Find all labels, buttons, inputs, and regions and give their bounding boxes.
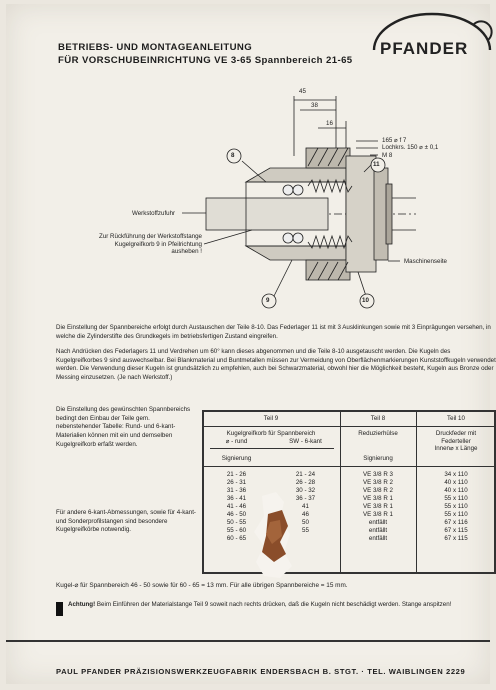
dimension-m8: M 8 bbox=[382, 152, 393, 159]
dimension-lochkreis: Lochkrs. 150 ⌀ ± 0,1 bbox=[382, 144, 439, 151]
title-line-1: BETRIEBS- UND MONTAGEANLEITUNG bbox=[58, 42, 253, 53]
dimension-45: 45 bbox=[299, 88, 306, 95]
label-werkstoffzufuhr: Werkstoffzufuhr bbox=[132, 210, 176, 217]
header-teil-10: Teil 10 bbox=[447, 415, 465, 422]
title-line-2: FÜR VORSCHUBEINRICHTUNG VE 3-65 Spannbereich 21-65 bbox=[58, 55, 353, 66]
warning-note: Achtung! Beim Einführen der Materialstange Teil 9 soweit nach rechts drücken, daß die Kugeln nicht beschädigt werden. Stange anspitzen! bbox=[68, 601, 452, 608]
sub-header-kugelgreifkorb: Kugelgreifkorb für Spannbereich bbox=[226, 430, 316, 437]
pfander-logo bbox=[366, 10, 496, 76]
paper-damage bbox=[250, 492, 296, 580]
label-maschinenseite: Maschinenseite bbox=[404, 258, 447, 265]
sub-header-signierung-8: Signierung bbox=[363, 455, 393, 462]
part-number-9: 9 bbox=[266, 297, 270, 304]
dimension-165: 165 ⌀ f 7 bbox=[382, 137, 407, 144]
sub-header-druckfeder: Druckfeder mit Federteller Innen⌀ x Länge bbox=[434, 430, 478, 453]
column-signierung-values: VE 3/8 R 3 VE 3/8 R 2 VE 3/8 R 2 VE 3/8 R 1 VE 3/8 R 1 VE 3/8 R 1 entfällt entfällt entfällt bbox=[363, 471, 393, 542]
sub-header-sw: SW - 6-kant bbox=[289, 438, 322, 445]
side-text-einstellung: Die Einstellung des gewünschten Spannbereichs bedingt den Einbau der Teile gem. nebenstehender Tabelle: Rund- und 6-kant-Materialien können mit ein und demselben Kugelgreifkorb erfaßt werden. bbox=[56, 406, 191, 448]
header-teil-8: Teil 8 bbox=[370, 415, 386, 422]
warning-marker bbox=[56, 602, 63, 616]
header-teil-9: Teil 9 bbox=[263, 415, 279, 422]
label-rueckfuehrung: Zur Rückführung der Werkstoffstange Kugelgreifkorb 9 in Pfeilrichtung ausheben ! bbox=[99, 233, 202, 255]
footer-company: PAUL PFANDER PRÄZISIONSWERKZEUGFABRIK ENDERSBACH B. STGT. · TEL. WAIBLINGEN 2229 bbox=[56, 667, 466, 676]
instruction-sheet bbox=[6, 4, 496, 684]
cross-section-diagram bbox=[56, 86, 496, 320]
part-number-10: 10 bbox=[362, 297, 369, 304]
kugel-diameter-note: Kugel-⌀ für Spannbereich 46 - 50 sowie für 60 - 65 = 13 mm. Für alle übrigen Spannbereiche = 15 mm. bbox=[56, 582, 348, 589]
paragraph-spannbereiche: Die Einstellung der Spannbereiche erfolgt durch Austauschen der Teile 8-10. Das Federlager 11 ist mit 3 Ausklinkungen sowie mit 3 Einprägungen versehen, in welche die Zylinderstifte des Grundkegels im betriebsfertigen Zustand eingreifen. bbox=[56, 324, 491, 340]
column-sw-values: 21 - 24 26 - 28 30 - 32 36 - 37 41 46 50 55 bbox=[295, 471, 316, 534]
part-number-8: 8 bbox=[231, 152, 235, 159]
sub-header-signierung-9: Signierung bbox=[221, 455, 252, 462]
dimension-38: 38 bbox=[311, 102, 318, 109]
side-text-abmessungen: Für andere 6-kant-Abmessungen, sowie für 4-kant- und Sonderprofilstangen sind besondere Kugelgreifkörbe notwendig. bbox=[56, 509, 196, 534]
sub-header-rund: ⌀ - rund bbox=[225, 438, 248, 445]
part-number-11: 11 bbox=[373, 161, 380, 168]
technical-drawing bbox=[56, 86, 496, 325]
paragraph-federlager: Nach Andrücken des Federlagers 11 und Verdrehen um 60° kann dieses abgenommen und die Teile 8-10 ausgetauscht werden. Die Kugeln des Kugelgreifkorbes 9 sind auswechselbar. Bei Blankmaterial und Buntmetallen müssen zur Vermeidung von Oberflächenmarkierungen Kunststoffkugeln verwendet werden. Die Verwendung dieser Kugeln ist grundsätzlich zu empfehlen, auch bei Schwarzmaterial, obwohl hier die Möglichkeit besteht, Kugeln aus Bronze oder Messing einzusetzen. (Je nach Werkstoff.) bbox=[56, 348, 496, 382]
column-rund-values: 21 - 26 26 - 31 31 - 36 36 - 41 41 - 46 46 - 50 50 - 55 55 - 60 60 - 65 bbox=[226, 471, 247, 542]
dimension-16: 16 bbox=[326, 120, 333, 127]
sub-header-reduzierhuelse: Reduzierhülse bbox=[358, 430, 398, 437]
column-druckfeder-values: 34 x 110 40 x 110 40 x 110 55 x 110 55 x 110 55 x 110 67 x 116 67 x 115 67 x 115 bbox=[444, 471, 468, 542]
footer-divider bbox=[6, 640, 490, 642]
parts-table bbox=[202, 410, 496, 574]
logo-text: PFANDER bbox=[380, 39, 469, 58]
